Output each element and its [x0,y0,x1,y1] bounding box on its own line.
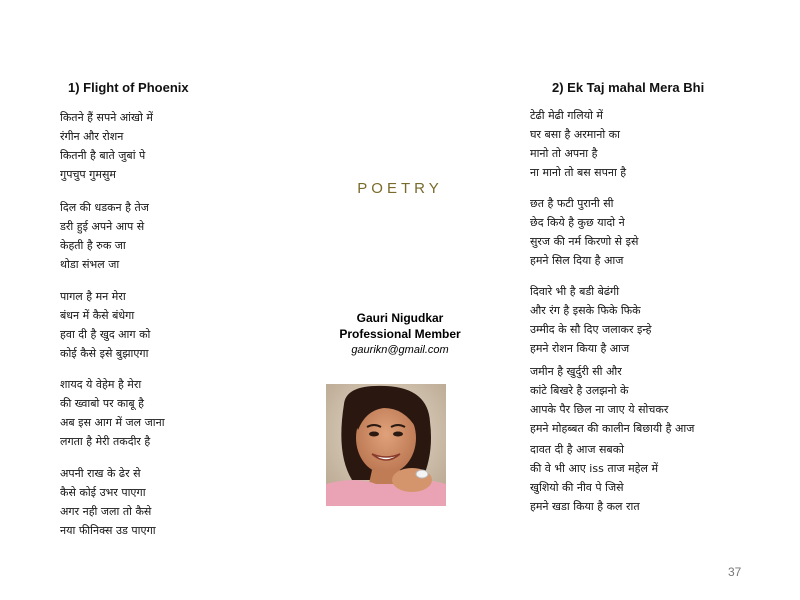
author-role: Professional Member [339,327,461,341]
poem-line: हवा दी है खुद आग को [60,328,151,341]
author-portrait-photo-icon [326,384,446,506]
poem-line: कांटे बिखरे है उलझनो के [530,384,629,397]
stanza [530,106,626,182]
poem-line: पागल है मन मेरा [60,290,126,303]
poem-line: हमने मोहब्बत की कालीन बिछायी है आज [530,422,695,435]
stanza [60,464,156,540]
poem-line: उम्मीद के सौ दिए जलाकर इन्हे [530,323,652,336]
poem-line: नया फीनिक्स उड पाएगा [60,524,156,537]
poem-line: जमीन है खुर्दुरी सी और [530,365,622,378]
poem-line: अगर नही जला तो कैसे [60,505,152,518]
poem-line: बंधन में कैसे बंधेगा [60,309,135,322]
poem-line: छेद किये है कुछ यादो ने [530,216,625,229]
poem-line: रंगीन और रोशन [60,130,124,143]
poem-line: डरी हुई अपने आप से [60,220,145,233]
poem-line: कितनी है बाते जुबां पे [60,149,146,162]
stanza [530,362,694,438]
poem-line: की वे भी आए iss ताज महेल में [530,462,659,475]
poem-line: लगता है मेरी तकदीर है [60,435,151,448]
author-photo [326,384,446,506]
poem-line: घर बसा है अरमानो का [530,128,620,141]
poem-line: और रंग है इसके फिके फिके [530,304,641,317]
poem-heading: 2) Ek Taj mahal Mera Bhi [552,80,705,95]
section-title: POETRY [357,180,443,197]
poem-line: दिल की धडकन है तेज [60,201,149,214]
stanza [530,282,652,358]
poem-line: दिवारे भी है बडी बेढंगी [530,285,620,298]
poem-line: आपके पैर छिल ना जाए ये सोचकर [530,403,669,416]
author-name: Gauri Nigudkar [356,311,444,325]
stanza [60,108,153,184]
poem-line: थोडा संभल जा [60,258,120,271]
poem-line: कितने हैं सपने आंखो में [60,111,153,124]
poem-line: मानो तो अपना है [530,147,598,160]
poem-line: शायद ये वेहेम है मेरा [60,378,142,391]
poem-line: ना मानो तो बस सपना है [530,166,627,179]
poem-line: छत है फटी पुरानी सी [530,197,614,210]
stanza [530,194,638,270]
poem-line: कैसे कोई उभर पाएगा [60,486,146,499]
poem-line: हमने खडा किया है कल रात [530,500,640,513]
poem-line: अब इस आग में जल जाना [60,416,165,429]
poem-line: अपनी राख के ढेर से [60,467,141,480]
poem-line: हमने सिल दिया है आज [530,254,624,267]
poem-line: हमने रोशन किया है आज [530,342,630,355]
poem-line: केहती है रुक जा [60,239,126,252]
poem-line: कोई कैसे इसे बुझाएगा [60,347,149,360]
poem-heading: 1) Flight of Phoenix [68,80,189,95]
page-number: 37 [728,565,742,579]
author-email: gaurikn@gmail.com [351,344,449,356]
poem-line: टेढी मेढी गलियो में [530,109,604,122]
poem-line: की ख्वाबो पर काबू है [60,397,145,410]
stanza [60,287,150,363]
stanza [60,198,149,274]
poem-line: खुशियो की नीव पे जिसे [530,481,624,494]
author-block [300,310,500,358]
stanza [60,375,165,451]
poem-line: दावत दी है आज सबको [530,443,625,456]
poem-line: गुपचुप गुमसुम [60,168,116,181]
stanza [530,440,658,516]
poem-line: सुरज की नर्म किरणो से इसे [530,235,639,248]
